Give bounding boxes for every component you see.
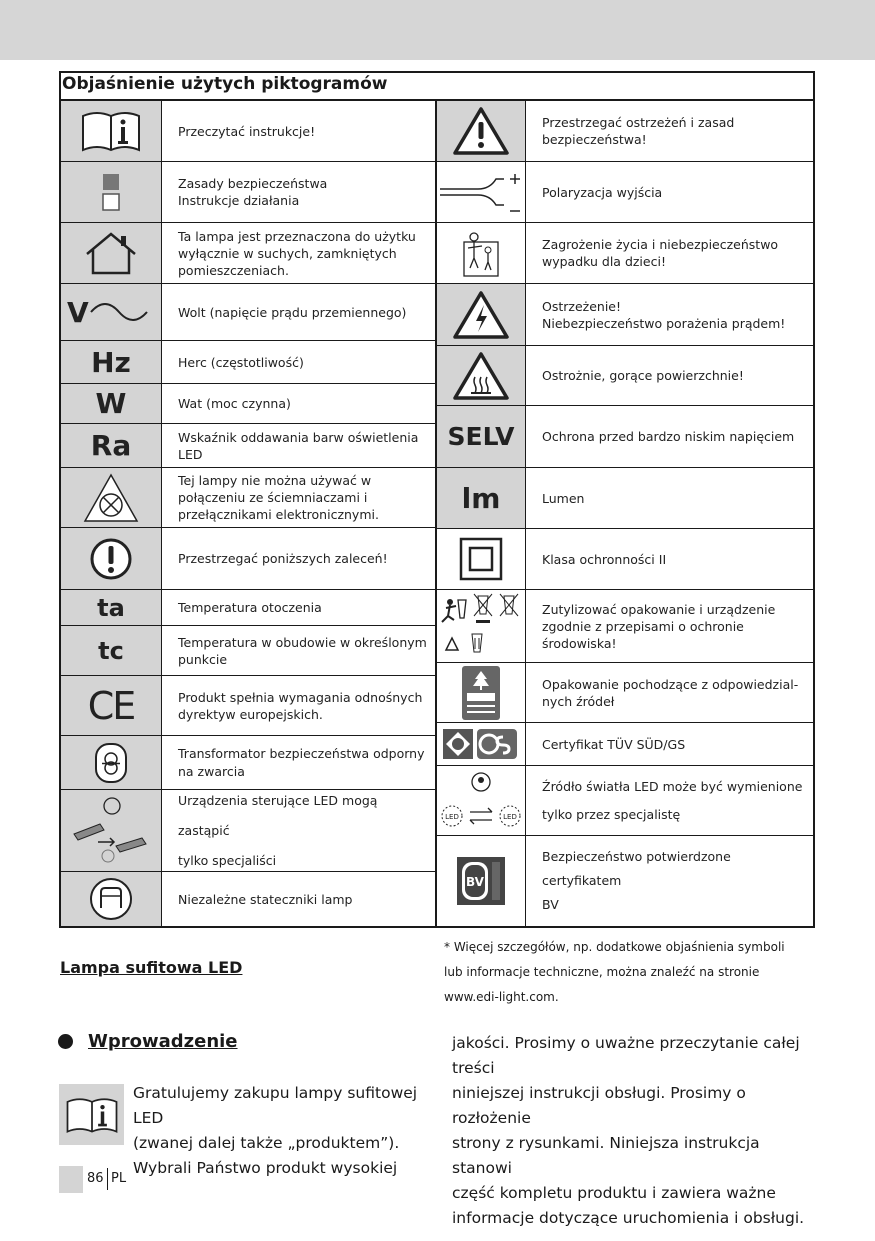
ta-symbol: ta (97, 593, 125, 622)
row-text: Źródło światła LED może być wymienione tylko przez specjalistę (542, 778, 803, 822)
table-row (437, 101, 813, 162)
no-dimmer-icon (61, 468, 162, 527)
intro-heading: Wprowadzenie (88, 1031, 238, 1052)
table-row (437, 223, 813, 284)
led-driver-replace-icon (61, 790, 162, 871)
electric-shock-icon (437, 284, 526, 345)
tc-icon (61, 626, 162, 675)
table-row (61, 626, 435, 676)
row-text: Polaryzacja wyjścia (542, 184, 663, 200)
table-row (437, 766, 813, 836)
top-gray-band (0, 0, 875, 60)
row-text: Ostrzeżenie! Niebezpieczeństwo porażenia prądem! (542, 298, 786, 331)
table-row (437, 284, 813, 346)
intro-text-right: jakości. Prosimy o uważne przeczytanie całej treści niniejszej instrukcji obsługi. Prosimy o rozłożenie strony z rysunkami. Niniejsza instrukcja stanowi część kompletu produktu i zawiera ważne informacje dotyczące uruchomienia i obsługi. (452, 1034, 805, 1227)
ce-symbol: CE (87, 683, 135, 728)
pictogram-table-title (59, 71, 815, 101)
row-text: Transformator bezpieczeństwa odporny na zwarcia (178, 745, 425, 779)
table-row (61, 101, 435, 162)
table-row (437, 529, 813, 590)
row-text: Urządzenia sterujące LED mogą zastąpić tylko specjaliści (178, 792, 378, 868)
bullet-dot (58, 1034, 73, 1049)
svg-text:LED: LED (503, 812, 517, 821)
volt-symbol: V (67, 295, 89, 329)
tuv-gs-icon (437, 723, 526, 765)
output-polarity-icon (437, 162, 526, 222)
house-icon (61, 223, 162, 283)
ce-mark-icon (61, 676, 162, 735)
row-text: Lumen (542, 490, 585, 506)
row-text: Wat (moc czynna) (178, 396, 291, 411)
intro-text-left: Gratulujemy zakupu lampy sufitowej LED (zwanej dalej także „produktem”). Wybrali Państwo produkt wysokiej (133, 1084, 418, 1177)
table-row (437, 468, 813, 529)
table-row (61, 676, 435, 736)
row-text: Przestrzegać ostrzeżeń i zasad bezpieczeństwa! (542, 115, 735, 147)
hot-surface-icon (437, 346, 526, 405)
row-text: Tej lampy nie można używać w połączeniu ze ściemniaczami i przełącznikami elektronicznymi. (178, 473, 379, 522)
table-row (61, 223, 435, 284)
row-text: Ochrona przed bardzo niskim napięciem (542, 429, 795, 444)
table-row (437, 162, 813, 223)
footnote: * Więcej szczegółów, np. dodatkowe objaśnienia symboli lub informacje techniczne, można znaleźć na stronie www.edi-light.com. (444, 940, 785, 1004)
independent-ballast-icon (61, 872, 162, 926)
table-row (437, 346, 813, 406)
lumen-symbol: lm (461, 481, 501, 515)
ta-icon (61, 590, 162, 625)
row-text: Produkt spełnia wymagania odnośnych dyrektyw europejskich. (178, 689, 423, 722)
ra-icon (61, 424, 162, 467)
row-text: Certyfikat TÜV SÜD/GS (542, 736, 686, 752)
row-text: Niezależne stateczniki lamp (178, 891, 353, 907)
row-text: Zasady bezpieczeństwa Instrukcje działania (178, 176, 328, 208)
exclamation-icon (61, 528, 162, 589)
table-row (437, 590, 813, 663)
table-row (437, 723, 813, 766)
svg-text:BV: BV (466, 875, 484, 889)
table-row (61, 872, 435, 926)
table-row (61, 590, 435, 626)
table-row (61, 736, 435, 790)
row-text: Zutylizować opakowanie i urządzenie zgodnie z przepisami o ochronie środowiska! (542, 601, 776, 651)
row-text: Przestrzegać poniższych zaleceń! (178, 551, 388, 566)
safety-squares-icon (61, 162, 162, 222)
row-text: Ta lampa jest przeznaczona do użytku wyłącznie w suchych, zamkniętych pomieszczeniach. (178, 228, 416, 278)
class-ii-icon (437, 529, 526, 589)
recycling-icon (437, 590, 526, 662)
table-row (437, 406, 813, 468)
watt-symbol: W (95, 387, 127, 420)
row-text: Opakowanie pochodzące z odpowiedzial- nych źródeł (542, 676, 799, 709)
warning-triangle-icon (437, 101, 526, 161)
hertz-symbol: Hz (91, 345, 131, 379)
book-info-icon (61, 101, 162, 161)
row-text: Temperatura otoczenia (178, 600, 322, 615)
page-separator (107, 1168, 108, 1190)
led-replace-specialist-icon (437, 766, 526, 835)
hertz-icon (61, 341, 162, 383)
row-text: Przeczytać instrukcje! (178, 123, 316, 139)
volt-ac-icon (61, 284, 162, 340)
table-title-text: Objaśnienie użytych piktogramów (62, 74, 388, 94)
safety-transformer-icon (61, 736, 162, 789)
lumen-icon (437, 468, 526, 528)
table-row (61, 384, 435, 424)
table-row (61, 162, 435, 223)
tc-symbol: tc (98, 636, 124, 665)
section-title: Lampa sufitowa LED (60, 958, 243, 977)
row-text: Zagrożenie życia i niebezpieczeństwo wypadku dla dzieci! (542, 237, 779, 269)
row-text: Bezpieczeństwo potwierdzone certyfikatem BV (542, 849, 731, 912)
selv-icon (437, 406, 526, 467)
svg-text:LED: LED (445, 812, 459, 821)
row-text: Temperatura w obudowie w określonym punkcie (178, 634, 427, 667)
table-row (437, 836, 813, 926)
row-text: Klasa ochronności II (542, 551, 667, 567)
book-info-icon (59, 1084, 124, 1145)
fsc-icon (437, 663, 526, 722)
row-text: Wolt (napięcie prądu przemiennego) (178, 304, 407, 320)
page-language: PL (111, 1171, 127, 1186)
table-row (61, 790, 435, 872)
row-text: Wskaźnik oddawania barw oświetlenia LED (178, 429, 419, 462)
table-row (437, 663, 813, 723)
page-number: 86 (87, 1171, 104, 1186)
table-row (61, 284, 435, 341)
row-text: Ostrożnie, gorące powierzchnie! (542, 368, 744, 383)
row-text: Herc (częstotliwość) (178, 354, 304, 370)
selv-symbol: SELV (447, 422, 515, 451)
bv-certified-icon (437, 836, 526, 926)
child-danger-icon (437, 223, 526, 283)
page-marker (59, 1166, 83, 1193)
table-row (61, 341, 435, 384)
table-row (61, 528, 435, 590)
ra-symbol: Ra (90, 429, 132, 462)
table-row (61, 468, 435, 528)
table-row (61, 424, 435, 468)
watt-icon (61, 384, 162, 423)
